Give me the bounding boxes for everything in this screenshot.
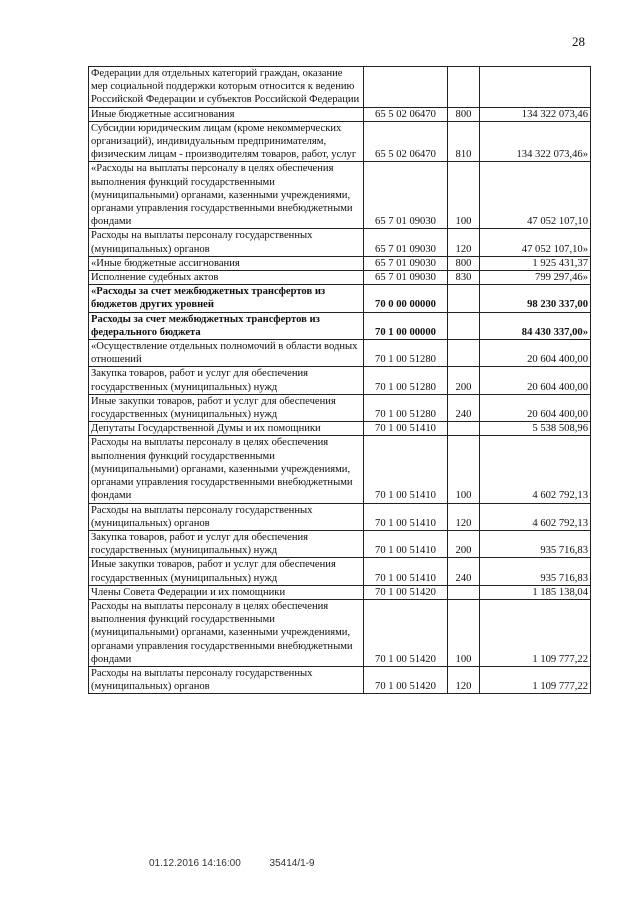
table-row [89, 394, 591, 421]
row-code-cell: 70 1 00 51420 [364, 585, 448, 599]
row-amount-cell: 98 230 337,00 [480, 285, 591, 312]
table-row [89, 666, 591, 693]
table-row [89, 271, 591, 285]
row-vr-cell: 100 [448, 162, 480, 229]
row-amount-cell: 5 538 508,96 [480, 422, 591, 436]
table-row [89, 530, 591, 557]
row-name-cell: «Расходы на выплаты персоналу в целях обеспечения выполнения функций государственными (муниципальными) органами, казенными учреждениями, органами управления государственными внебюджетными фондами [89, 162, 364, 229]
row-code-cell [364, 67, 448, 108]
row-amount-cell: 134 322 073,46 [480, 107, 591, 121]
row-name-cell: Федерации для отдельных категорий граждан, оказание мер социальной поддержки которым относится к ведению Российской Федерации и субъектов Российской Федерации [89, 67, 364, 108]
row-name-cell: Расходы на выплаты персоналу государственных (муниципальных) органов [89, 503, 364, 530]
table-row [89, 285, 591, 312]
row-amount-cell: 47 052 107,10 [480, 162, 591, 229]
row-vr-cell: 830 [448, 271, 480, 285]
row-code-cell: 70 1 00 51280 [364, 367, 448, 394]
row-code-cell: 70 1 00 51410 [364, 558, 448, 585]
row-code-cell: 70 1 00 51410 [364, 436, 448, 503]
row-name-cell: «Осуществление отдельных полномочий в области водных отношений [89, 340, 364, 367]
table-row [89, 229, 591, 256]
row-code-cell: 65 7 01 09030 [364, 271, 448, 285]
row-code-cell: 70 1 00 51420 [364, 666, 448, 693]
footer [149, 858, 315, 869]
row-amount-cell: 20 604 400,00 [480, 394, 591, 421]
table-row [89, 503, 591, 530]
table-row [89, 340, 591, 367]
row-vr-cell: 100 [448, 599, 480, 666]
row-vr-cell: 200 [448, 367, 480, 394]
row-vr-cell: 100 [448, 436, 480, 503]
row-name-cell: Закупка товаров, работ и услуг для обеспечения государственных (муниципальных) нужд [89, 530, 364, 557]
row-amount-cell: 799 297,46» [480, 271, 591, 285]
row-name-cell: «Расходы за счет межбюджетных трансфертов из бюджетов других уровней [89, 285, 364, 312]
table-row [89, 436, 591, 503]
budget-table [88, 66, 591, 694]
row-amount-cell: 84 430 337,00» [480, 312, 591, 339]
table-row [89, 312, 591, 339]
row-amount-cell: 1 109 777,22 [480, 599, 591, 666]
table-row [89, 162, 591, 229]
row-amount-cell: 20 604 400,00 [480, 340, 591, 367]
row-vr-cell: 810 [448, 121, 480, 162]
row-name-cell: Исполнение судебных актов [89, 271, 364, 285]
row-amount-cell: 4 602 792,13 [480, 503, 591, 530]
footer-timestamp: 01.12.2016 14:16:00 [149, 858, 241, 869]
row-name-cell: Расходы за счет межбюджетных трансфертов из федерального бюджета [89, 312, 364, 339]
row-name-cell: Иные бюджетные ассигнования [89, 107, 364, 121]
row-name-cell: Закупка товаров, работ и услуг для обеспечения государственных (муниципальных) нужд [89, 367, 364, 394]
row-amount-cell: 4 602 792,13 [480, 436, 591, 503]
row-vr-cell [448, 312, 480, 339]
row-code-cell: 70 1 00 51420 [364, 599, 448, 666]
row-code-cell: 70 1 00 51410 [364, 503, 448, 530]
row-name-cell: Депутаты Государственной Думы и их помощники [89, 422, 364, 436]
row-vr-cell [448, 285, 480, 312]
row-vr-cell: 120 [448, 666, 480, 693]
table-row [89, 558, 591, 585]
row-amount-cell: 935 716,83 [480, 530, 591, 557]
row-amount-cell: 935 716,83 [480, 558, 591, 585]
row-vr-cell: 120 [448, 229, 480, 256]
row-amount-cell: 47 052 107,10» [480, 229, 591, 256]
table-row [89, 121, 591, 162]
table-row [89, 256, 591, 270]
row-amount-cell: 134 322 073,46» [480, 121, 591, 162]
row-vr-cell: 240 [448, 394, 480, 421]
row-name-cell: Члены Совета Федерации и их помощники [89, 585, 364, 599]
row-code-cell: 65 5 02 06470 [364, 121, 448, 162]
table-row [89, 422, 591, 436]
row-name-cell: Расходы на выплаты персоналу в целях обеспечения выполнения функций государственными (муниципальными) органами, казенными учреждениями, органами управления государственными внебюджетными фондами [89, 436, 364, 503]
page-number: 28 [572, 34, 585, 49]
row-amount-cell: 1 185 138,04 [480, 585, 591, 599]
row-code-cell: 70 1 00 51410 [364, 530, 448, 557]
row-name-cell: Расходы на выплаты персоналу государственных (муниципальных) органов [89, 229, 364, 256]
row-amount-cell: 20 604 400,00 [480, 367, 591, 394]
row-code-cell: 65 7 01 09030 [364, 162, 448, 229]
row-vr-cell [448, 67, 480, 108]
row-code-cell: 70 1 00 00000 [364, 312, 448, 339]
row-name-cell: Иные закупки товаров, работ и услуг для обеспечения государственных (муниципальных) нужд [89, 558, 364, 585]
row-name-cell: Расходы на выплаты персоналу в целях обеспечения выполнения функций государственными (муниципальными) органами, казенными учреждениями, органами управления государственными внебюджетными фондами [89, 599, 364, 666]
row-code-cell: 70 1 00 51280 [364, 394, 448, 421]
row-amount-cell: 1 925 431,37 [480, 256, 591, 270]
row-vr-cell: 240 [448, 558, 480, 585]
row-vr-cell [448, 422, 480, 436]
row-name-cell: Расходы на выплаты персоналу государственных (муниципальных) органов [89, 666, 364, 693]
row-amount-cell [480, 67, 591, 108]
table-row [89, 599, 591, 666]
footer-doc-id: 35414/1-9 [269, 858, 315, 869]
table-row [89, 585, 591, 599]
row-code-cell: 70 0 00 00000 [364, 285, 448, 312]
row-code-cell: 70 1 00 51410 [364, 422, 448, 436]
row-name-cell: «Иные бюджетные ассигнования [89, 256, 364, 270]
row-vr-cell: 200 [448, 530, 480, 557]
row-code-cell: 70 1 00 51280 [364, 340, 448, 367]
row-code-cell: 65 7 01 09030 [364, 229, 448, 256]
row-code-cell: 65 7 01 09030 [364, 256, 448, 270]
row-name-cell: Субсидии юридическим лицам (кроме некоммерческих организаций), индивидуальным предпринимателям, физическим лицам - производителям товаров, работ, услуг [89, 121, 364, 162]
row-vr-cell [448, 585, 480, 599]
row-vr-cell: 800 [448, 107, 480, 121]
row-vr-cell: 120 [448, 503, 480, 530]
row-vr-cell: 800 [448, 256, 480, 270]
table-row [89, 67, 591, 108]
table-row [89, 107, 591, 121]
row-code-cell: 65 5 02 06470 [364, 107, 448, 121]
row-amount-cell: 1 109 777,22 [480, 666, 591, 693]
row-name-cell: Иные закупки товаров, работ и услуг для обеспечения государственных (муниципальных) нужд [89, 394, 364, 421]
row-vr-cell [448, 340, 480, 367]
table-row [89, 367, 591, 394]
